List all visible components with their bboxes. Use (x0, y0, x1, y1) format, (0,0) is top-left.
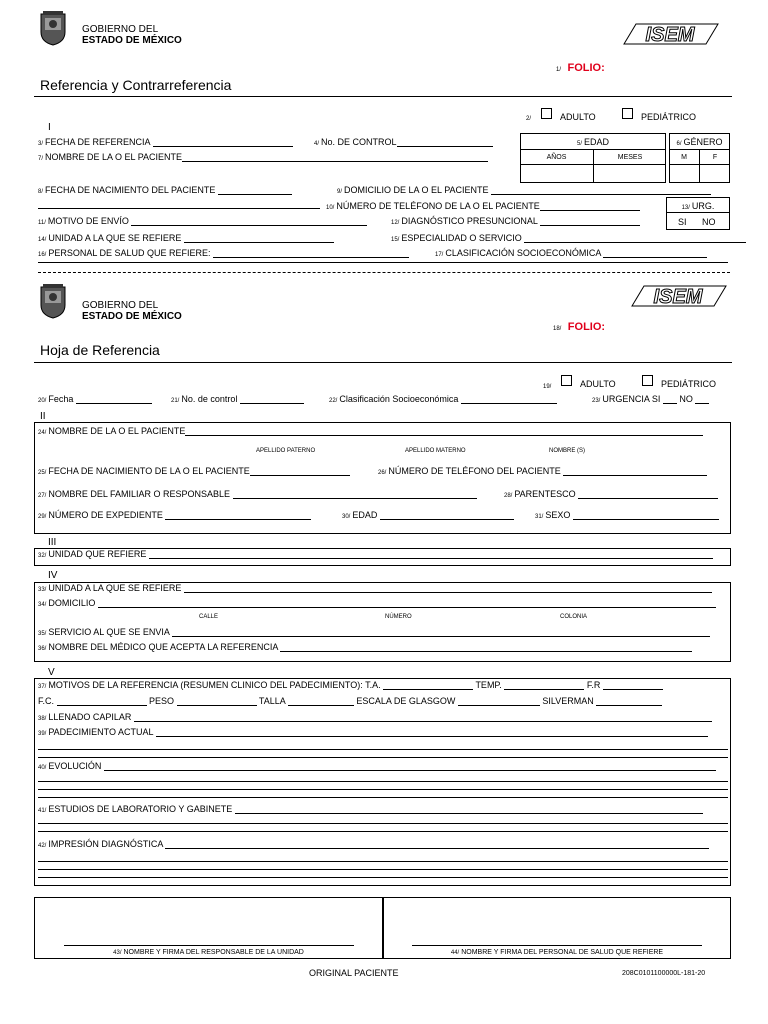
fc-label: F.C. (38, 696, 55, 706)
field-label: NOMBRE Y FIRMA DEL PERSONAL DE SALUD QUE REFIERE (461, 949, 664, 956)
field-label: IMPRESIÓN DIAGNÓSTICA (48, 839, 163, 849)
isem-logo-text: ISEM (645, 24, 695, 46)
gov-line1: GOBIERNO DEL (82, 300, 159, 311)
field-number: 37/ (38, 684, 47, 690)
field-label: NÚMERO DE EXPEDIENTE (48, 510, 163, 520)
field-number: 9/ (337, 189, 343, 195)
field-number: 28/ (504, 493, 513, 499)
field-number: 29/ (38, 514, 47, 520)
field-label: DIAGNÓSTICO PRESUNCIONAL (401, 216, 538, 226)
field-label: PARENTESCO (514, 489, 576, 499)
glasgow-label: ESCALA DE GLASGOW (356, 696, 456, 706)
field-label: URGENCIA (602, 394, 650, 404)
unidad-que-refiere-field[interactable] (38, 549, 713, 559)
numero-label: NÚMERO (385, 614, 412, 620)
section-iv-label: IV (48, 570, 58, 581)
field-number: 5/ (576, 141, 582, 147)
isem-logo (618, 22, 722, 51)
telefono-field[interactable] (326, 201, 640, 211)
familiar-field[interactable] (38, 489, 477, 499)
field-number: 38/ (38, 716, 47, 722)
field-label: NÚMERO DE TELÉFONO DEL PACIENTE (388, 466, 561, 476)
field-number: 26/ (378, 470, 387, 476)
state-seal-logo (38, 283, 68, 319)
edad-field-2[interactable] (342, 510, 514, 520)
field-label: SERVICIO AL QUE SE ENVIA (48, 627, 170, 637)
meses-label: MESES (617, 154, 643, 161)
personal-salud-field[interactable] (38, 248, 409, 258)
nombre-paciente-field-2[interactable] (38, 426, 703, 436)
field-number: 34/ (38, 602, 47, 608)
field-label: No. de control (181, 394, 238, 404)
field-number: 16/ (38, 252, 47, 258)
field-number: 15/ (391, 237, 400, 243)
field-label: NÚMERO DE TELÉFONO DE LA O EL PACIENTE (336, 201, 540, 211)
field-label: EVOLUCIÓN (48, 761, 102, 771)
gov-line2: ESTADO DE MÉXICO (82, 311, 182, 322)
domicilio-field-2[interactable] (38, 598, 716, 608)
isem-logo (626, 284, 730, 313)
field-number: 24/ (38, 430, 47, 436)
fecha-field[interactable] (38, 394, 152, 404)
field-label: ESPECIALIDAD O SERVICIO (401, 233, 522, 243)
talla-label: TALLA (258, 696, 286, 706)
field-number: 3/ (38, 141, 44, 147)
anos-label: AÑOS (546, 154, 567, 161)
section-ii-label: II (40, 411, 46, 422)
fecha-nacimiento-field[interactable] (38, 185, 292, 195)
motivo-envio-field[interactable] (38, 216, 367, 226)
field-number: 27/ (38, 493, 47, 499)
gov-line2: ESTADO DE MÉXICO (82, 35, 182, 46)
section-v-box (34, 678, 731, 886)
field-label: FECHA DE NACIMIENTO DE LA O EL PACIENTE (48, 466, 250, 476)
field-number: 33/ (38, 587, 47, 593)
field-label: DOMICILIO (48, 598, 96, 608)
adulto-label: ADULTO (580, 379, 616, 389)
clasificacion-field-2[interactable] (329, 394, 557, 404)
field-label: NOMBRE DEL FAMILIAR O RESPONSABLE (48, 489, 231, 499)
field-number: 13/ (681, 205, 690, 211)
field-label: ESTUDIOS DE LABORATORIO Y GABINETE (48, 804, 233, 814)
field-number: 7/ (38, 156, 44, 162)
servicio-field[interactable] (38, 627, 710, 637)
sexo-field[interactable] (535, 510, 719, 520)
estudios-field[interactable] (38, 804, 703, 814)
apellido-materno-label: APELLIDO MATERNO (405, 448, 466, 454)
folio-number: 1/ (556, 67, 562, 73)
government-name (82, 300, 182, 322)
field-label: Clasificación Socioeconómica (339, 394, 459, 404)
field-number: 42/ (38, 843, 47, 849)
impresion-diagnostica-field[interactable] (38, 839, 709, 849)
expediente-field[interactable] (38, 510, 311, 520)
unidad-a-la-que-field[interactable] (38, 583, 712, 593)
diagnostico-presuncional-field[interactable] (391, 216, 640, 226)
parentesco-field[interactable] (504, 489, 718, 499)
field-number: 14/ (38, 237, 47, 243)
fecha-nacimiento-field-2[interactable] (38, 466, 350, 476)
field-label: UNIDAD A LA QUE SE REFIERE (48, 233, 182, 243)
field-number: 19/ (543, 384, 552, 390)
peso-label: PESO (149, 696, 175, 706)
page-title-hoja: Hoja de Referencia (40, 342, 160, 358)
folio-label: FOLIO: (567, 321, 606, 333)
cut-line (38, 272, 730, 273)
field-label: PADECIMIENTO ACTUAL (48, 727, 154, 737)
meses-input[interactable] (594, 165, 665, 182)
fr-label: F.R (586, 680, 601, 690)
field-number: 31/ (535, 514, 544, 520)
field-number: 10/ (326, 205, 335, 211)
field-number: 8/ (38, 189, 44, 195)
state-seal-logo (38, 10, 68, 46)
folio-number: 18/ (553, 326, 562, 332)
section-v-label: V (48, 667, 55, 678)
field-number: 39/ (38, 731, 47, 737)
f-label: F (712, 154, 718, 161)
colonia-label: COLONIA (560, 614, 588, 620)
field-number: 23/ (592, 398, 601, 404)
field-number: 25/ (38, 470, 47, 476)
pediatrico-label: PEDIÁTRICO (641, 112, 697, 122)
section-iii-label: III (48, 537, 57, 548)
field-label: EDAD (584, 137, 610, 147)
especialidad-field[interactable] (391, 233, 746, 243)
field-label: Fecha (48, 394, 74, 404)
field-label: No. DE CONTROL (321, 137, 397, 147)
page-title-referencia: Referencia y Contrarreferencia (40, 77, 232, 93)
field-label: NOMBRE DE LA O EL PACIENTE (45, 152, 183, 162)
field-label: NOMBRE DE LA O EL PACIENTE (48, 426, 186, 436)
genero-header (669, 137, 730, 147)
field-label: CLASIFICACIÓN SOCIOECONÓMICA (445, 248, 601, 258)
anos-input[interactable] (521, 165, 593, 182)
firma-personal-label (383, 949, 731, 956)
calle-label: CALLE (199, 614, 219, 620)
urgencia-si: SI (651, 394, 661, 404)
urg-no-option[interactable]: NO (702, 217, 716, 227)
field-label: EDAD (352, 510, 378, 520)
unidad-refiere-field[interactable] (38, 233, 334, 243)
field-number: 32/ (38, 553, 47, 559)
field-number: 36/ (38, 646, 47, 652)
field-label: UNIDAD A LA QUE SE REFIERE (48, 583, 182, 593)
gov-line1: GOBIERNO DEL (82, 24, 159, 35)
pediatrico-checkbox-2[interactable] (642, 375, 653, 386)
pediatrico-label: PEDIÁTRICO (661, 379, 717, 389)
padecimiento-actual-field[interactable] (38, 727, 708, 737)
field-label: PERSONAL DE SALUD QUE REFIERE: (48, 248, 211, 258)
field-number: 17/ (435, 252, 444, 258)
adulto-label: ADULTO (560, 112, 596, 122)
field-label: DOMICILIO DE LA O EL PACIENTE (344, 185, 489, 195)
field-label: GÉNERO (683, 137, 723, 147)
field-label: UNIDAD QUE REFIERE (48, 549, 147, 559)
field-label: MOTIVOS DE LA REFERENCIA (RESUMEN CLINICO DEL PADECIMIENTO): T.A. (48, 680, 381, 690)
edad-header (520, 137, 666, 147)
field-number: 35/ (38, 631, 47, 637)
firma-responsable-label (34, 949, 383, 956)
field-label: NOMBRE DEL MÉDICO QUE ACEPTA LA REFERENCIA (48, 642, 278, 652)
telefono-field-2[interactable] (378, 466, 707, 476)
folio-label: FOLIO: (567, 62, 605, 74)
field-number: 21/ (171, 398, 180, 404)
field-number: 11/ (38, 220, 46, 226)
field-number: 22/ (329, 398, 338, 404)
nombres-label: NOMBRE (S) (549, 448, 585, 454)
field-number: 2/ (526, 116, 532, 122)
motivos-field[interactable] (38, 680, 663, 690)
no-control-field[interactable] (314, 137, 493, 147)
field-label: FECHA DE NACIMIENTO DEL PACIENTE (45, 185, 216, 195)
field-number: 12/ (391, 220, 400, 226)
field-number: 30/ (342, 514, 351, 520)
evolucion-field[interactable] (38, 761, 716, 771)
field-number: 41/ (38, 808, 47, 814)
form-code: 208C0101100000L-181-20 (622, 970, 706, 977)
field-number: 43/ (113, 950, 122, 956)
field-number: 40/ (38, 765, 47, 771)
clasificacion-socio-field[interactable] (435, 248, 707, 258)
field-number: 6/ (676, 141, 682, 147)
field-number: 20/ (38, 398, 47, 404)
urg-label: URG. (691, 201, 715, 211)
signos-vitales-row[interactable] (38, 696, 662, 706)
domicilio-field[interactable] (337, 185, 711, 195)
copy-label: ORIGINAL PACIENTE (309, 968, 399, 978)
government-name (82, 24, 182, 46)
field-number: 4/ (314, 141, 320, 147)
pediatrico-checkbox[interactable] (622, 108, 633, 119)
apellido-paterno-label: APELLIDO PATERNO (256, 448, 316, 454)
isem-logo-text: ISEM (653, 286, 703, 308)
field-label: FECHA DE REFERENCIA (45, 137, 151, 147)
urgencia-field-2[interactable] (592, 394, 709, 404)
llenado-capilar-field[interactable] (38, 712, 712, 722)
field-label: SEXO (545, 510, 571, 520)
temp-label: TEMP. (475, 680, 502, 690)
adulto-checkbox[interactable] (541, 108, 552, 119)
adulto-checkbox-2[interactable] (561, 375, 572, 386)
medico-acepta-field[interactable] (38, 642, 692, 652)
field-label: MOTIVO DE ENVÍO (47, 216, 129, 226)
urgencia-no: NO (679, 394, 693, 404)
nombre-paciente-field[interactable] (38, 152, 488, 162)
section-i-label: I (48, 122, 51, 133)
no-control-field-2[interactable] (171, 394, 304, 404)
field-label: LLENADO CAPILAR (48, 712, 132, 722)
m-label: M (681, 154, 687, 161)
field-number: 44/ (450, 950, 460, 956)
fecha-referencia-field[interactable] (38, 137, 293, 147)
urg-si-option[interactable]: SI (678, 217, 687, 227)
field-label: NOMBRE Y FIRMA DEL RESPONSABLE DE LA UNIDAD (123, 949, 304, 956)
silverman-label: SILVERMAN (542, 696, 594, 706)
